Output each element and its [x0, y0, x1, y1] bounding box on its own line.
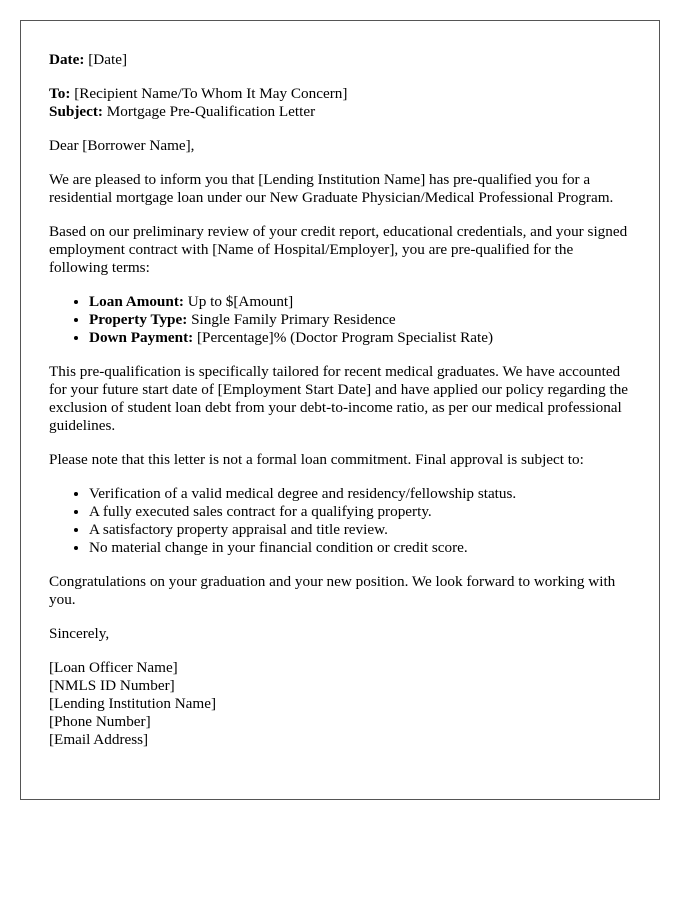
term-down-payment	[89, 329, 631, 347]
term-loan-amount	[89, 293, 631, 311]
date-value: [Date]	[88, 51, 128, 68]
signoff: Sincerely,	[49, 625, 110, 642]
condition-item: • Verification of a valid medical degree and residency/fellowship status.	[89, 485, 631, 503]
recipient-line	[49, 85, 631, 103]
condition-item: • A satisfactory property appraisal and title review.	[89, 521, 631, 539]
term-value: Up to $[Amount]	[187, 293, 294, 310]
phone-number: [Phone Number]	[49, 713, 151, 730]
term-label: Down Payment:	[89, 329, 194, 346]
subject-value: Mortgage Pre-Qualification Letter	[106, 103, 316, 120]
to-label: To:	[49, 85, 71, 102]
email-address: [Email Address]	[49, 731, 149, 748]
letter-document	[20, 20, 660, 800]
review-paragraph: Based on our preliminary review of your credit report, educational credentials, and your signed employment contract with [Name of Hospital/Employer], you are pre-qualified for the following terms:	[49, 223, 628, 276]
to-value: [Recipient Name/To Whom It May Concern]	[74, 85, 348, 102]
institution-name: [Lending Institution Name]	[49, 695, 217, 712]
nmls-id: [NMLS ID Number]	[49, 677, 175, 694]
signature-block	[49, 659, 631, 749]
terms-list	[49, 293, 631, 347]
condition-item: • A fully executed sales contract for a qualifying property.	[89, 503, 631, 521]
date-label: Date:	[49, 51, 85, 68]
condition-item: • No material change in your financial condition or credit score.	[89, 539, 631, 557]
salutation: Dear [Borrower Name],	[49, 137, 195, 154]
subject-label: Subject:	[49, 103, 103, 120]
term-value: Single Family Primary Residence	[191, 311, 396, 328]
term-value: [Percentage]% (Doctor Program Specialist Rate)	[197, 329, 494, 346]
officer-name: [Loan Officer Name]	[49, 659, 178, 676]
term-label: Property Type:	[89, 311, 188, 328]
conditions-list	[49, 485, 631, 557]
closing-paragraph: Congratulations on your graduation and your new position. We look forward to working with you.	[49, 573, 616, 608]
subject-line	[49, 103, 631, 121]
intro-paragraph: We are pleased to inform you that [Lending Institution Name] has pre-qualified you for a residential mortgage loan under our New Graduate Physician/Medical Professional Program.	[49, 171, 614, 206]
term-property-type	[89, 311, 631, 329]
term-label: Loan Amount:	[89, 293, 184, 310]
date-line	[49, 51, 631, 69]
note-paragraph: Please note that this letter is not a formal loan commitment. Final approval is subject to:	[49, 451, 584, 468]
tailored-paragraph: This pre-qualification is specifically tailored for recent medical graduates. We have accounted for your future start date of [Employment Start Date] and have applied our policy regarding the exclusion of student loan debt from your debt-to-income ratio, as per our medical professional guidelines.	[49, 363, 629, 434]
